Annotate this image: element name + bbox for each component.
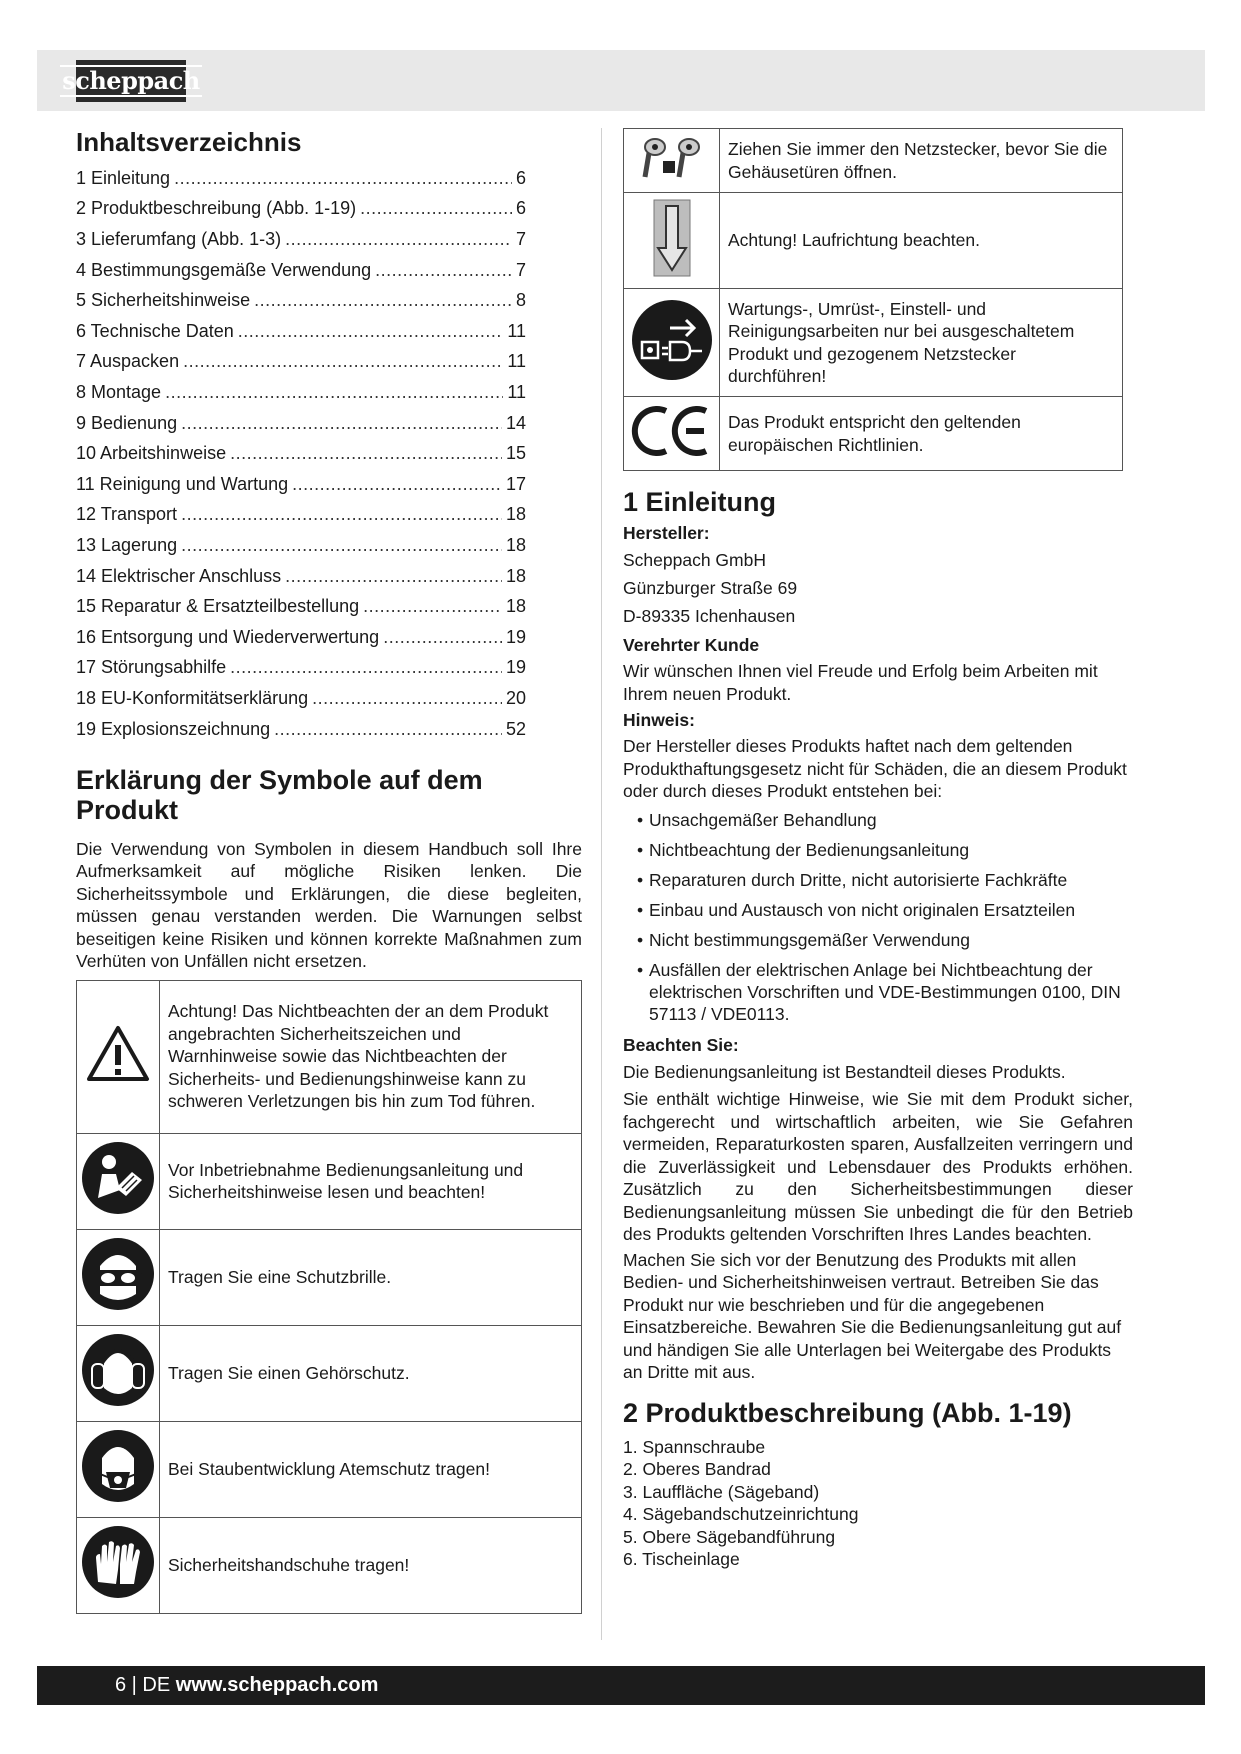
toc-leader-dots <box>181 504 502 525</box>
attention-paragraph: Sie enthält wichtige Hinweise, wie Sie mit dem Produkt sicher, fachgerecht und wirtschaftlich arbeiten, wie Sie Gefahren vermeiden, Reparaturkosten sparen, Ausfallzeiten verringern und die Zuverlässigkeit und Lebensdauer des Produkts erhöhen. Zusätzlich zu den Sicherheitsbestimmungen dieser Bedienungsanleitung müssen Sie unbedingt die für den Betrieb des Produkts geltenden Vorschriften Ihres Landes beachten. <box>623 1089 1133 1245</box>
toc-leader-dots <box>375 260 512 281</box>
toc-item[interactable] <box>76 260 526 291</box>
table-of-contents <box>76 168 582 749</box>
toc-item-page: 6 <box>515 167 526 188</box>
toc-item-label: 15 Reparatur & Ersatzteilbestellung <box>76 596 360 617</box>
symbol-text: Achtung! Das Nichtbeachten der an dem Produkt angebrachten Sicherheitszeichen und Warnhinweise sowie das Nichtbeachten der Sicherheits- und Bedienungshinweise kann zu schweren Verletzungen bis hin zum Tod führen. <box>160 980 582 1133</box>
toc-item-label: 9 Bedienung <box>76 412 178 433</box>
toc-item-label: 16 Entsorgung und Wiederverwertung <box>76 626 380 647</box>
toc-item-page: 8 <box>515 290 526 311</box>
toc-leader-dots <box>230 657 502 678</box>
toc-item-label: 13 Lagerung <box>76 535 178 556</box>
symbol-row <box>77 1325 582 1421</box>
toc-leader-dots <box>181 535 502 556</box>
toc-item-page: 18 <box>505 565 526 586</box>
toc-leader-dots <box>363 596 502 617</box>
safety-goggles-icon <box>77 1229 160 1325</box>
toc-item-label: 8 Montage <box>76 382 162 403</box>
list-item: • Nichtbeachtung der Bedienungsanleitung <box>637 839 1133 861</box>
symbol-row <box>77 1517 582 1613</box>
toc-leader-dots <box>174 168 512 189</box>
note-text: Der Hersteller dieses Produkts haftet nach dem geltenden Produkthaftungsgesetz nicht für Schäden, die an diesem Produkt oder durch dieses Produkt entstehen bei: <box>623 736 1127 802</box>
symbol-text: Sicherheitshandschuhe tragen! <box>160 1517 582 1613</box>
footer-url[interactable]: www.scheppach.com <box>175 1674 379 1696</box>
toc-item-label: 17 Störungsabhilfe <box>76 657 227 678</box>
toc-item-label: 6 Technische Daten <box>76 320 234 341</box>
symbol-row <box>77 1229 582 1325</box>
symbol-row <box>624 129 1123 193</box>
toc-item[interactable] <box>76 504 526 535</box>
toc-item[interactable] <box>76 443 526 474</box>
toc-item[interactable] <box>76 321 526 352</box>
toc-leader-dots <box>292 474 502 495</box>
toc-leader-dots <box>238 321 504 342</box>
ear-protection-icon <box>77 1325 160 1421</box>
toc-item-page: 52 <box>505 718 526 739</box>
einleitung-title: 1 Einleitung <box>623 487 777 517</box>
symbols-intro: Die Verwendung von Symbolen in diesem Handbuch soll Ihre Aufmerksamkeit auf mögliche Risiken lenken. Die Sicherheitssymbole und Erklärungen, die diese begleiten, müssen genau verstanden werden. Die Warnungen selbst beseitigen keine Risiken und können korrekte Maßnahmen zum Verhüten von Unfällen nicht ersetzen. <box>76 838 582 972</box>
toc-leader-dots <box>360 198 512 219</box>
list-item: • Nicht bestimmungsgemäßer Verwendung <box>637 929 1133 951</box>
column-divider <box>601 128 602 1640</box>
symbols-table-right <box>623 128 1123 471</box>
toc-item-page: 11 <box>507 320 526 341</box>
toc-item-page: 15 <box>505 443 526 464</box>
symbol-row <box>77 980 582 1133</box>
liability-list <box>623 809 1133 1025</box>
list-item: 3. Lauffläche (Sägeband) <box>623 1481 820 1502</box>
toc-item[interactable] <box>76 413 526 444</box>
product-description-title: 2 Produktbeschreibung (Abb. 1-19) <box>623 1397 1072 1428</box>
symbol-text: Tragen Sie eine Schutzbrille. <box>160 1229 582 1325</box>
toc-title: Inhaltsverzeichnis <box>76 127 302 157</box>
toc-item[interactable] <box>76 168 526 199</box>
toc-item-page: 18 <box>505 596 526 617</box>
toc-item[interactable] <box>76 229 526 260</box>
direction-arrow-icon <box>624 193 720 289</box>
customer-text: Wir wünschen Ihnen viel Freude und Erfolg beim Arbeiten mit Ihrem neuen Produkt. <box>623 661 1098 704</box>
symbol-text: Das Produkt entspricht den geltenden europäischen Richtlinien. <box>720 397 1123 471</box>
toc-item-page: 14 <box>505 412 526 433</box>
toc-leader-dots <box>230 443 502 464</box>
toc-leader-dots <box>183 351 503 372</box>
toc-item-label: 14 Elektrischer Anschluss <box>76 565 282 586</box>
toc-item[interactable] <box>76 535 526 566</box>
toc-item-label: 4 Bestimmungsgemäße Verwendung <box>76 259 372 280</box>
toc-item[interactable] <box>76 290 526 321</box>
note-label: Hinweis: <box>623 710 695 731</box>
toc-item[interactable] <box>76 566 526 597</box>
toc-leader-dots <box>181 413 502 434</box>
toc-leader-dots <box>274 719 502 740</box>
toc-item[interactable] <box>76 351 526 382</box>
toc-item-page: 11 <box>507 351 526 372</box>
symbol-row <box>624 289 1123 397</box>
warning-triangle-icon <box>77 980 160 1133</box>
toc-item-label: 2 Produktbeschreibung (Abb. 1-19) <box>76 198 357 219</box>
toc-item[interactable] <box>76 198 526 229</box>
toc-item-label: 7 Auspacken <box>76 351 180 372</box>
toc-item-label: 5 Sicherheitshinweise <box>76 290 251 311</box>
symbols-table-left <box>76 980 582 1614</box>
attention-paragraph: Die Bedienungsanleitung ist Bestandteil dieses Produkts. <box>623 1061 1066 1082</box>
symbol-text: Ziehen Sie immer den Netzstecker, bevor Sie die Gehäusetüren öffnen. <box>720 129 1123 193</box>
list-item: 1. Spannschraube <box>623 1436 766 1457</box>
toc-leader-dots <box>285 229 512 250</box>
list-item: • Reparaturen durch Dritte, nicht autorisierte Fachkräfte <box>637 869 1133 891</box>
right-column <box>623 128 1133 1571</box>
toc-item[interactable] <box>76 657 526 688</box>
toc-item-page: 6 <box>515 198 526 219</box>
safety-gloves-icon <box>77 1517 160 1613</box>
disconnect-plug-icon <box>624 289 720 397</box>
symbols-title: Erklärung der Symbole auf dem Produkt <box>76 765 483 826</box>
toc-leader-dots <box>383 627 502 648</box>
manufacturer-line: D-89335 Ichenhausen <box>623 606 796 627</box>
toc-item[interactable] <box>76 627 526 658</box>
toc-leader-dots <box>312 688 502 709</box>
toc-item[interactable] <box>76 382 526 413</box>
toc-item-label: 18 EU-Konformitätserklärung <box>76 687 309 708</box>
toc-item-page: 7 <box>515 259 526 280</box>
toc-item-page: 19 <box>505 657 526 678</box>
footer-page: 6 | DE <box>115 1674 171 1696</box>
toc-item[interactable] <box>76 719 526 750</box>
unplug-keys-icon <box>624 129 720 193</box>
list-item: 6. Tischeinlage <box>623 1549 740 1570</box>
customer-label: Verehrter Kunde <box>623 635 760 656</box>
toc-leader-dots <box>165 382 503 403</box>
list-item: 2. Oberes Bandrad <box>623 1459 771 1480</box>
toc-item-page: 11 <box>507 382 526 403</box>
symbol-text: Wartungs-, Umrüst-, Einstell- und Reinigungsarbeiten nur bei ausgeschaltetem Produkt und gezogenem Netzstecker durchführen! <box>720 289 1123 397</box>
toc-item[interactable] <box>76 596 526 627</box>
toc-item-page: 18 <box>505 535 526 556</box>
toc-item-label: 11 Reinigung und Wartung <box>76 473 289 494</box>
toc-leader-dots <box>254 290 512 311</box>
ce-mark-icon <box>624 397 720 471</box>
toc-item-page: 19 <box>505 626 526 647</box>
manufacturer-line: Scheppach GmbH <box>623 550 766 571</box>
symbol-text: Achtung! Laufrichtung beachten. <box>720 193 1123 289</box>
left-column <box>76 128 582 1614</box>
toc-item-page: 17 <box>505 473 526 494</box>
symbol-text: Bei Staubentwicklung Atemschutz tragen! <box>160 1421 582 1517</box>
toc-leader-dots <box>285 566 502 587</box>
symbol-row <box>624 193 1123 289</box>
list-item: • Ausfällen der elektrischen Anlage bei Nichtbeachtung der elektrischen Vorschriften und VDE-Bestimmungen 0100, DIN 57113 / VDE0113. <box>637 959 1133 1025</box>
symbol-row <box>77 1421 582 1517</box>
product-parts-list <box>623 1436 1133 1571</box>
toc-item-page: 18 <box>505 504 526 525</box>
header-band <box>37 50 1205 111</box>
list-item: • Einbau und Austausch von nicht originalen Ersatzteilen <box>637 899 1133 921</box>
read-manual-icon <box>77 1133 160 1229</box>
attention-paragraph: Machen Sie sich vor der Benutzung des Produkts mit allen Bedien- und Sicherheitshinweisen vertraut. Betreiben Sie das Produkt nur wie beschrieben und für die angegebenen Einsatzbereiche. Bewahren Sie die Bedienungsanleitung gut auf und händigen Sie alle Unterlagen bei Weitergabe des Produkts an Dritte mit aus. <box>623 1249 1122 1383</box>
list-item: 5. Obere Sägebandführung <box>623 1526 836 1547</box>
symbol-text: Vor Inbetriebnahme Bedienungsanleitung und Sicherheitshinweise lesen und beachten! <box>160 1133 582 1229</box>
toc-item-label: 10 Arbeitshinweise <box>76 443 227 464</box>
scheppach-logo: scheppach <box>76 60 186 102</box>
toc-item-label: 12 Transport <box>76 504 178 525</box>
toc-item-label: 3 Lieferumfang (Abb. 1-3) <box>76 229 282 250</box>
toc-item-page: 7 <box>515 229 526 250</box>
page-footer <box>37 1666 1205 1705</box>
manufacturer-label: Hersteller: <box>623 523 710 544</box>
toc-item-label: 1 Einleitung <box>76 167 171 188</box>
toc-item-label: 19 Explosionszeichnung <box>76 718 271 739</box>
toc-item-page: 20 <box>505 687 526 708</box>
symbol-text: Tragen Sie einen Gehörschutz. <box>160 1325 582 1421</box>
manufacturer-line: Günzburger Straße 69 <box>623 578 798 599</box>
attention-label: Beachten Sie: <box>623 1034 739 1055</box>
toc-item[interactable] <box>76 688 526 719</box>
respirator-icon <box>77 1421 160 1517</box>
symbol-row <box>624 397 1123 471</box>
symbol-row <box>77 1133 582 1229</box>
list-item: 4. Sägebandschutzeinrichtung <box>623 1504 859 1525</box>
toc-item[interactable] <box>76 474 526 505</box>
list-item: • Unsachgemäßer Behandlung <box>637 809 1133 831</box>
